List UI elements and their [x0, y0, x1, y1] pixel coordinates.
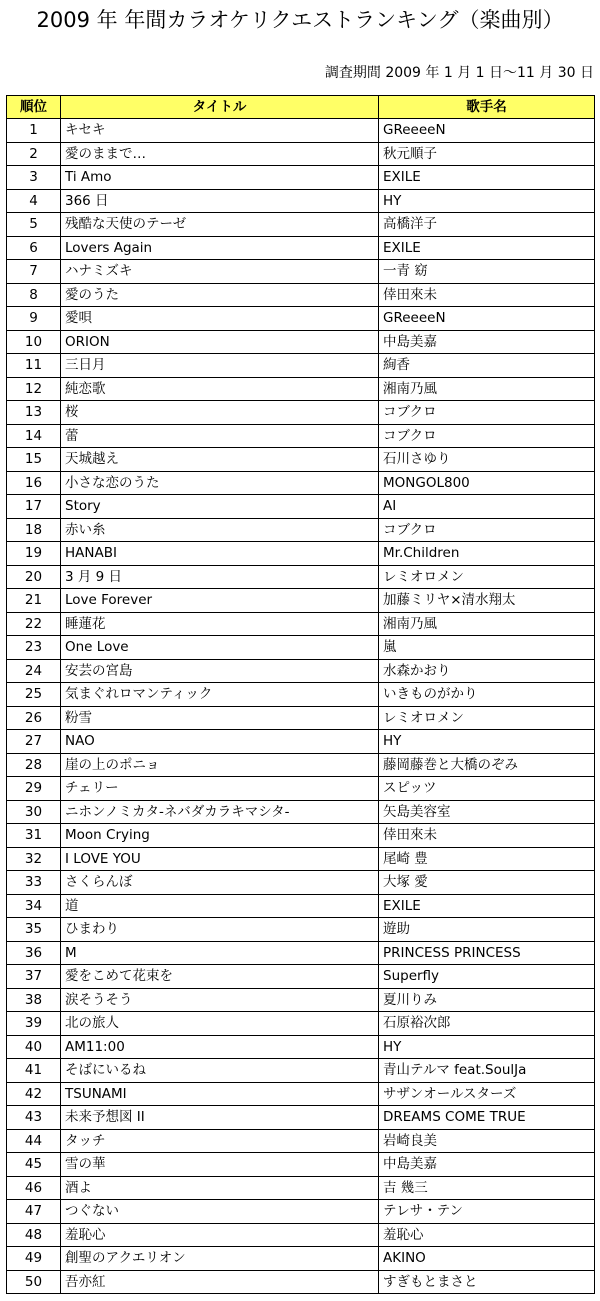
- table-row: [7, 377, 595, 401]
- rank-cell: 37: [7, 965, 61, 989]
- rank-cell: 3: [7, 166, 61, 190]
- table-row: [7, 1059, 595, 1083]
- rank-cell: 47: [7, 1200, 61, 1224]
- table-row: [7, 1200, 595, 1224]
- rank-cell: 41: [7, 1059, 61, 1083]
- title-cell: チェリー: [61, 777, 379, 801]
- title-cell: ORION: [61, 330, 379, 354]
- artist-cell: 湘南乃風: [379, 377, 595, 401]
- title-cell: 北の旅人: [61, 1012, 379, 1036]
- title-cell: AM11:00: [61, 1035, 379, 1059]
- rank-cell: 35: [7, 918, 61, 942]
- table-row: [7, 1035, 595, 1059]
- rank-cell: 31: [7, 824, 61, 848]
- rank-cell: 28: [7, 753, 61, 777]
- artist-cell: PRINCESS PRINCESS: [379, 941, 595, 965]
- rank-cell: 9: [7, 307, 61, 331]
- column-header-artist: 歌手名: [379, 96, 595, 119]
- artist-cell: 岩崎良美: [379, 1129, 595, 1153]
- rank-cell: 4: [7, 189, 61, 213]
- artist-cell: 遊助: [379, 918, 595, 942]
- table-row: [7, 401, 595, 425]
- title-cell: M: [61, 941, 379, 965]
- rank-cell: 23: [7, 636, 61, 660]
- rank-cell: 19: [7, 542, 61, 566]
- rank-cell: 26: [7, 706, 61, 730]
- table-row: [7, 659, 595, 683]
- title-cell: そばにいるね: [61, 1059, 379, 1083]
- table-row: [7, 236, 595, 260]
- rank-cell: 14: [7, 424, 61, 448]
- title-cell: ニホンノミカタ-ネバダカラキマシタ-: [61, 800, 379, 824]
- table-row: [7, 330, 595, 354]
- artist-cell: コブクロ: [379, 518, 595, 542]
- artist-cell: 嵐: [379, 636, 595, 660]
- table-row: [7, 894, 595, 918]
- rank-cell: 21: [7, 589, 61, 613]
- title-cell: つぐない: [61, 1200, 379, 1224]
- artist-cell: 湘南乃風: [379, 612, 595, 636]
- table-row: [7, 871, 595, 895]
- artist-cell: 中島美嘉: [379, 330, 595, 354]
- table-row: [7, 941, 595, 965]
- title-cell: 三日月: [61, 354, 379, 378]
- rank-cell: 29: [7, 777, 61, 801]
- rank-cell: 8: [7, 283, 61, 307]
- title-cell: タッチ: [61, 1129, 379, 1153]
- title-cell: 粉雪: [61, 706, 379, 730]
- rank-cell: 15: [7, 448, 61, 472]
- rank-cell: 49: [7, 1247, 61, 1271]
- table-row: [7, 119, 595, 143]
- title-cell: 酒よ: [61, 1176, 379, 1200]
- title-cell: Love Forever: [61, 589, 379, 613]
- artist-cell: 羞恥心: [379, 1223, 595, 1247]
- artist-cell: 秋元順子: [379, 142, 595, 166]
- table-row: [7, 542, 595, 566]
- rank-cell: 43: [7, 1106, 61, 1130]
- table-row: [7, 471, 595, 495]
- title-cell: 未来予想図 II: [61, 1106, 379, 1130]
- title-cell: 愛のままで…: [61, 142, 379, 166]
- rank-cell: 25: [7, 683, 61, 707]
- table-row: [7, 1106, 595, 1130]
- title-cell: 道: [61, 894, 379, 918]
- title-cell: I LOVE YOU: [61, 847, 379, 871]
- table-row: [7, 495, 595, 519]
- table-row: [7, 283, 595, 307]
- page-title: 2009 年 年間カラオケリクエストランキング（楽曲別）: [36, 8, 564, 32]
- rank-cell: 36: [7, 941, 61, 965]
- artist-cell: 石原裕次郎: [379, 1012, 595, 1036]
- artist-cell: 尾崎 豊: [379, 847, 595, 871]
- rank-cell: 38: [7, 988, 61, 1012]
- rank-cell: 33: [7, 871, 61, 895]
- artist-cell: HY: [379, 189, 595, 213]
- table-row: [7, 800, 595, 824]
- table-row: [7, 918, 595, 942]
- title-cell: 羞恥心: [61, 1223, 379, 1247]
- artist-cell: 矢島美容室: [379, 800, 595, 824]
- column-header-title: タイトル: [61, 96, 379, 119]
- title-cell: 崖の上のポニョ: [61, 753, 379, 777]
- table-row: [7, 307, 595, 331]
- rank-cell: 24: [7, 659, 61, 683]
- table-row: [7, 1270, 595, 1294]
- table-row: [7, 847, 595, 871]
- title-cell: Ti Amo: [61, 166, 379, 190]
- title-cell: 吾亦紅: [61, 1270, 379, 1294]
- title-cell: ひまわり: [61, 918, 379, 942]
- artist-cell: いきものがかり: [379, 683, 595, 707]
- title-cell: 安芸の宮島: [61, 659, 379, 683]
- artist-cell: 絢香: [379, 354, 595, 378]
- table-row: [7, 1012, 595, 1036]
- artist-cell: EXILE: [379, 166, 595, 190]
- column-header-rank: 順位: [7, 96, 61, 119]
- rank-cell: 34: [7, 894, 61, 918]
- title-cell: 純恋歌: [61, 377, 379, 401]
- artist-cell: AI: [379, 495, 595, 519]
- artist-cell: コブクロ: [379, 401, 595, 425]
- title-cell: さくらんぼ: [61, 871, 379, 895]
- title-cell: 雪の華: [61, 1153, 379, 1177]
- rank-cell: 13: [7, 401, 61, 425]
- artist-cell: サザンオールスターズ: [379, 1082, 595, 1106]
- table-row: [7, 142, 595, 166]
- artist-cell: 高橋洋子: [379, 213, 595, 237]
- artist-cell: MONGOL800: [379, 471, 595, 495]
- rank-cell: 2: [7, 142, 61, 166]
- table-row: [7, 213, 595, 237]
- survey-period: 調査期間 2009 年 1 月 1 日～11 月 30 日: [324, 65, 594, 81]
- title-cell: 愛唄: [61, 307, 379, 331]
- artist-cell: すぎもとまさと: [379, 1270, 595, 1294]
- table-row: [7, 1082, 595, 1106]
- rank-cell: 44: [7, 1129, 61, 1153]
- artist-cell: 大塚 愛: [379, 871, 595, 895]
- artist-cell: AKINO: [379, 1247, 595, 1271]
- rank-cell: 1: [7, 119, 61, 143]
- artist-cell: 吉 幾三: [379, 1176, 595, 1200]
- table-row: [7, 354, 595, 378]
- table-row: [7, 424, 595, 448]
- rank-cell: 12: [7, 377, 61, 401]
- table-row: [7, 260, 595, 284]
- title-cell: キセキ: [61, 119, 379, 143]
- rank-cell: 22: [7, 612, 61, 636]
- title-cell: TSUNAMI: [61, 1082, 379, 1106]
- title-cell: 桜: [61, 401, 379, 425]
- rank-cell: 50: [7, 1270, 61, 1294]
- title-cell: Lovers Again: [61, 236, 379, 260]
- artist-cell: 夏川りみ: [379, 988, 595, 1012]
- table-row: [7, 448, 595, 472]
- table-row: [7, 565, 595, 589]
- rank-cell: 48: [7, 1223, 61, 1247]
- artist-cell: 倖田來未: [379, 824, 595, 848]
- artist-cell: HY: [379, 1035, 595, 1059]
- title-cell: NAO: [61, 730, 379, 754]
- rank-cell: 42: [7, 1082, 61, 1106]
- artist-cell: GReeeeN: [379, 119, 595, 143]
- title-cell: 睡蓮花: [61, 612, 379, 636]
- rank-cell: 7: [7, 260, 61, 284]
- rank-cell: 39: [7, 1012, 61, 1036]
- title-cell: HANABI: [61, 542, 379, 566]
- table-row: [7, 612, 595, 636]
- rank-cell: 40: [7, 1035, 61, 1059]
- table-row: [7, 683, 595, 707]
- title-cell: Story: [61, 495, 379, 519]
- title-cell: Moon Crying: [61, 824, 379, 848]
- artist-cell: スピッツ: [379, 777, 595, 801]
- rank-cell: 17: [7, 495, 61, 519]
- artist-cell: 藤岡藤巻と大橋のぞみ: [379, 753, 595, 777]
- title-cell: 天城越え: [61, 448, 379, 472]
- title-cell: 赤い糸: [61, 518, 379, 542]
- artist-cell: Superfly: [379, 965, 595, 989]
- table-row: [7, 777, 595, 801]
- artist-cell: 青山テルマ feat.SoulJa: [379, 1059, 595, 1083]
- title-cell: 涙そうそう: [61, 988, 379, 1012]
- rank-cell: 30: [7, 800, 61, 824]
- artist-cell: EXILE: [379, 236, 595, 260]
- table-row: [7, 1176, 595, 1200]
- rank-cell: 46: [7, 1176, 61, 1200]
- ranking-table: [6, 95, 595, 1294]
- table-row: [7, 1223, 595, 1247]
- header-row: [7, 96, 595, 119]
- table-row: [7, 1247, 595, 1271]
- table-row: [7, 706, 595, 730]
- rank-cell: 16: [7, 471, 61, 495]
- title-cell: 創聖のアクエリオン: [61, 1247, 379, 1271]
- rank-cell: 27: [7, 730, 61, 754]
- ranking-body: [7, 119, 595, 1294]
- title-cell: 366 日: [61, 189, 379, 213]
- table-row: [7, 518, 595, 542]
- rank-cell: 5: [7, 213, 61, 237]
- table-row: [7, 1129, 595, 1153]
- rank-cell: 32: [7, 847, 61, 871]
- table-row: [7, 589, 595, 613]
- table-row: [7, 988, 595, 1012]
- title-cell: 愛のうた: [61, 283, 379, 307]
- artist-cell: 水森かおり: [379, 659, 595, 683]
- table-row: [7, 1153, 595, 1177]
- artist-cell: GReeeeN: [379, 307, 595, 331]
- rank-cell: 18: [7, 518, 61, 542]
- title-cell: 3 月 9 日: [61, 565, 379, 589]
- artist-cell: コブクロ: [379, 424, 595, 448]
- artist-cell: EXILE: [379, 894, 595, 918]
- rank-cell: 6: [7, 236, 61, 260]
- rank-cell: 11: [7, 354, 61, 378]
- table-row: [7, 824, 595, 848]
- title-cell: 蕾: [61, 424, 379, 448]
- artist-cell: 石川さゆり: [379, 448, 595, 472]
- rank-cell: 10: [7, 330, 61, 354]
- artist-cell: 倖田來未: [379, 283, 595, 307]
- title-cell: One Love: [61, 636, 379, 660]
- artist-cell: 一青 窈: [379, 260, 595, 284]
- title-cell: 小さな恋のうた: [61, 471, 379, 495]
- title-cell: 残酷な天使のテーゼ: [61, 213, 379, 237]
- rank-cell: 20: [7, 565, 61, 589]
- artist-cell: Mr.Children: [379, 542, 595, 566]
- artist-cell: テレサ・テン: [379, 1200, 595, 1224]
- artist-cell: HY: [379, 730, 595, 754]
- table-row: [7, 166, 595, 190]
- title-cell: 愛をこめて花束を: [61, 965, 379, 989]
- table-row: [7, 730, 595, 754]
- artist-cell: レミオロメン: [379, 565, 595, 589]
- artist-cell: 加藤ミリヤ×清水翔太: [379, 589, 595, 613]
- artist-cell: レミオロメン: [379, 706, 595, 730]
- artist-cell: DREAMS COME TRUE: [379, 1106, 595, 1130]
- table-row: [7, 636, 595, 660]
- title-cell: ハナミズキ: [61, 260, 379, 284]
- table-row: [7, 753, 595, 777]
- rank-cell: 45: [7, 1153, 61, 1177]
- table-row: [7, 189, 595, 213]
- artist-cell: 中島美嘉: [379, 1153, 595, 1177]
- title-cell: 気まぐれロマンティック: [61, 683, 379, 707]
- table-row: [7, 965, 595, 989]
